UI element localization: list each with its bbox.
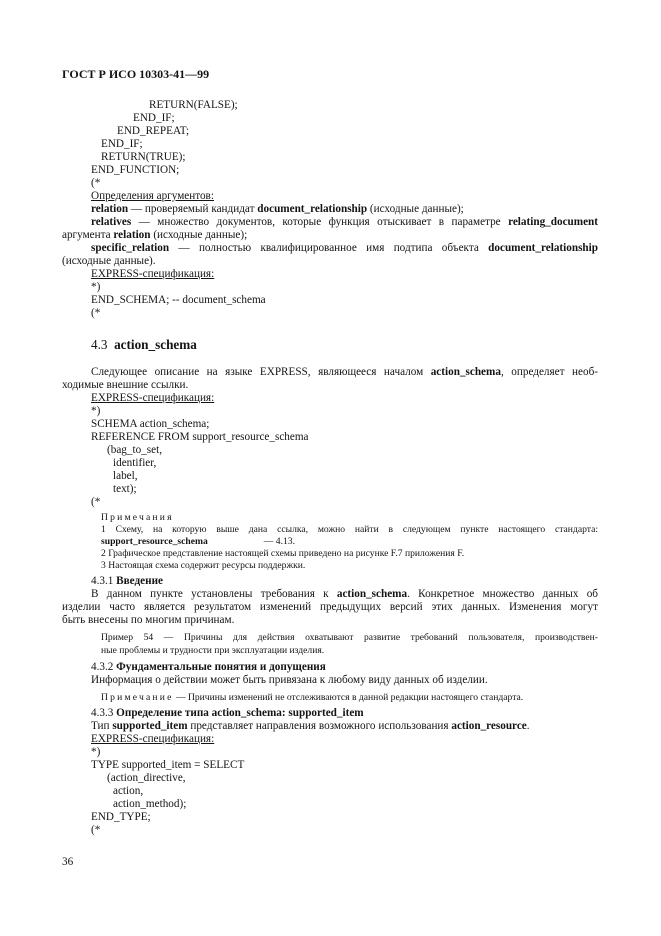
text: представляет направления возможного использования bbox=[187, 720, 452, 732]
text: , определяет необ- bbox=[500, 366, 598, 378]
note-text: — Причины изменений не отслеживаются в данной редакции настоящего стандарта. bbox=[173, 692, 524, 703]
subsection-title: Фундаментальные понятия и допущения bbox=[116, 661, 326, 673]
paragraph bbox=[91, 588, 598, 601]
example-54-cont: ные проблемы и трудности при эксплуатации изделия. bbox=[101, 645, 325, 656]
code-line: *) bbox=[91, 746, 101, 758]
note-1: 1 Схему, на которую выше дана ссылка, можно найти в следующем пункте настоящего стандарта: bbox=[101, 524, 598, 535]
code-line: label, bbox=[113, 470, 138, 482]
code-line: END_FUNCTION; bbox=[91, 164, 180, 176]
code-line: text); bbox=[113, 483, 137, 495]
code-line: (* bbox=[91, 496, 101, 508]
text: . bbox=[526, 720, 530, 732]
text: (исходные данные); bbox=[150, 229, 248, 241]
example-54: Пример 54 — Причины для действия охватывают развитие требований пользователя, производствен- bbox=[101, 632, 598, 643]
term: support_resource_schema bbox=[101, 536, 208, 547]
subsection-number: 4.3.1 bbox=[91, 575, 114, 587]
notes-label: Примечания bbox=[101, 512, 174, 523]
term: specific_relation bbox=[91, 242, 170, 254]
code-line: *) bbox=[91, 405, 101, 417]
subsection-title: Определение типа action_schema: supported_item bbox=[116, 707, 364, 719]
arguments-heading: Определения аргументов: bbox=[91, 190, 214, 202]
arg-specific-cont: (исходные данные). bbox=[62, 255, 156, 267]
term: relatives bbox=[91, 216, 132, 228]
text: Тип bbox=[91, 720, 113, 732]
subsection-number: 4.3.2 bbox=[91, 661, 114, 673]
code-line: (bag_to_set, bbox=[107, 444, 162, 456]
code-line: (* bbox=[91, 307, 101, 319]
note-label: Примечание bbox=[101, 692, 174, 703]
section-number: 4.3 bbox=[91, 337, 108, 352]
code-line: TYPE supported_item = SELECT bbox=[91, 759, 245, 771]
code-line: REFERENCE FROM support_resource_schema bbox=[91, 431, 309, 443]
code-line: END_SCHEMA; -- document_schema bbox=[91, 294, 266, 306]
term: action_resource bbox=[451, 720, 527, 732]
code-line: RETURN(FALSE); bbox=[149, 99, 238, 111]
code-line: (* bbox=[91, 177, 101, 189]
paragraph-cont: изделии часто является результатом изменений предыдущих версий этих данных. Изменения могут bbox=[62, 601, 598, 613]
code-line: END_TYPE; bbox=[91, 811, 151, 823]
subsection-heading bbox=[91, 707, 364, 720]
text: — полностью квалифицированное имя подтипа объекта bbox=[169, 242, 489, 254]
intro-paragraph bbox=[91, 366, 598, 379]
section-title: action_schema bbox=[114, 337, 197, 352]
text: . Конкретное множество данных об bbox=[407, 588, 598, 600]
paragraph: Информация о действии может быть привязана к любому виду данных об изделии. bbox=[91, 674, 488, 686]
subsection-number: 4.3.3 bbox=[91, 707, 114, 719]
page-number: 36 bbox=[62, 856, 74, 868]
code-line: END_REPEAT; bbox=[117, 125, 190, 137]
arg-relation bbox=[91, 203, 464, 216]
text: (исходные данные); bbox=[367, 203, 464, 215]
term: document_relationship bbox=[488, 242, 598, 254]
arg-relatives bbox=[91, 216, 598, 229]
code-line: action_method); bbox=[113, 798, 187, 810]
code-line: RETURN(TRUE); bbox=[101, 151, 186, 163]
text: — множество документов, которые функция отыскивает в параметре bbox=[131, 216, 509, 228]
note-2: 2 Графическое представление настоящей схемы приведено на рисунке F.7 приложения F. bbox=[101, 548, 465, 559]
paragraph bbox=[91, 720, 530, 733]
code-line: action, bbox=[113, 785, 144, 797]
document-header: ГОСТ Р ИСО 10303-41—99 bbox=[62, 67, 210, 81]
code-line: END_IF; bbox=[133, 112, 175, 124]
express-spec-label: EXPRESS-спецификация: bbox=[91, 392, 215, 404]
express-spec-label: EXPRESS-спецификация: bbox=[91, 733, 215, 745]
code-line: (* bbox=[91, 824, 101, 836]
text: — проверяемый кандидат bbox=[128, 203, 258, 215]
code-line: identifier, bbox=[113, 457, 157, 469]
arg-specific-relation bbox=[91, 242, 598, 255]
code-line: *) bbox=[91, 281, 101, 293]
subsection-heading bbox=[91, 661, 326, 674]
term: relation bbox=[113, 229, 151, 241]
express-spec-label: EXPRESS-спецификация: bbox=[91, 268, 215, 280]
intro-cont: ходимые внешние ссылки. bbox=[62, 379, 189, 391]
text: Следующее описание на языке EXPRESS, являющееся началом bbox=[91, 366, 431, 378]
code-line: SCHEMA action_schema; bbox=[91, 418, 210, 430]
subsection-heading bbox=[91, 575, 163, 588]
text: аргумента bbox=[62, 229, 114, 241]
term: supported_item bbox=[112, 720, 188, 732]
term: action_schema bbox=[336, 588, 408, 600]
code-line: END_IF; bbox=[101, 138, 143, 150]
text: В данном пункте установлены требования к bbox=[91, 588, 337, 600]
term: relation bbox=[91, 203, 129, 215]
note-1-cont bbox=[101, 536, 295, 548]
section-heading bbox=[91, 337, 197, 353]
note bbox=[101, 692, 523, 704]
term: document_relationship bbox=[257, 203, 368, 215]
term: action_schema bbox=[430, 366, 501, 378]
text: — 4.13. bbox=[263, 536, 295, 547]
code-line: (action_directive, bbox=[107, 772, 186, 784]
note-3: 3 Настоящая схема содержит ресурсы поддержки. bbox=[101, 560, 306, 571]
term: relating_document bbox=[508, 216, 598, 228]
paragraph-cont: быть внесены по многим причинам. bbox=[62, 614, 235, 626]
subsection-title: Введение bbox=[116, 575, 163, 587]
arg-relatives-cont bbox=[62, 229, 247, 242]
